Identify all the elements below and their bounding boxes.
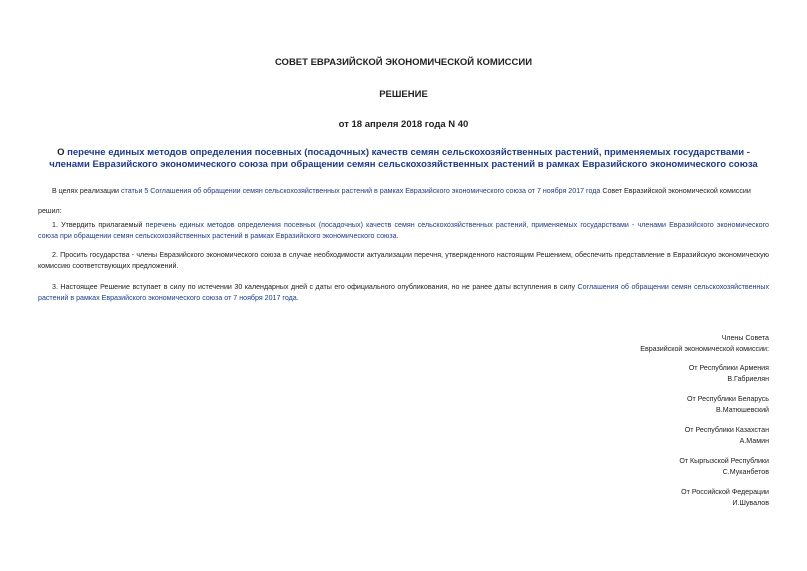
intro-paragraph xyxy=(38,186,769,197)
intro-text-before: В целях реализации xyxy=(52,187,121,195)
subject-prefix: О xyxy=(57,147,68,158)
signature-belarus xyxy=(687,394,769,416)
item-1-end: . xyxy=(396,232,399,240)
signature-kyrgyzstan xyxy=(679,456,769,478)
signature-person: В.Габриелян xyxy=(727,375,769,383)
item-1 xyxy=(38,220,769,242)
signature-country: От Республики Армения xyxy=(688,364,769,372)
signature-russia xyxy=(681,487,769,509)
item-3-text: 3. Настоящее Решение вступает в силу по истечении 30 календарных дней с даты его официального опубликования, но не ранее даты вступления в силу xyxy=(52,283,578,291)
council-line-2: Евразийской экономической комиссии: xyxy=(640,345,769,353)
signature-armenia xyxy=(689,363,769,385)
signature-council xyxy=(640,333,769,355)
item-2: 2. Просить государства - члены Евразийского экономического союза в случае необходимости актуализации перечня, утвержденного настоящим Решением, обеспечить представление в Евразийскую экономическую комиссию соответствующих предложений. xyxy=(38,251,769,270)
signature-person: А.Мамин xyxy=(739,437,769,445)
document-subject xyxy=(48,147,759,171)
item-1-list-link[interactable]: перечень единых методов определения посевных (посадочных) качеств семян сельскохозяйственных растений, применяемых государствами - членами Евразийского экономического союза при обращении семян сельскохозяйственных растений в рамках Евразийского экономического союза xyxy=(38,221,769,240)
item-3-agreement-link[interactable]: Соглашения об обращении семян сельскохозяйственных растений в рамках Евразийского экономического союза от 7 ноября 2017 года xyxy=(38,283,769,302)
intro-article-link[interactable]: статьи 5 Соглашения об обращении семян сельскохозяйственных растений в рамках Евразийского экономического союза от 7 ноября 2017 года xyxy=(121,187,601,195)
subject-link[interactable]: перечне единых методов определения посевных (посадочных) качеств семян сельскохозяйственных растений, применяемых государствами - членами Евразийского экономического союза при обращении семян сельскохозяйственных растений в рамках Евразийского экономического союза xyxy=(49,147,758,170)
council-line-1: Члены Совета xyxy=(721,334,769,342)
signature-kazakhstan xyxy=(685,425,769,447)
signature-country: От Российской Федерации xyxy=(681,488,769,496)
signature-person: В.Матюшевский xyxy=(716,406,769,414)
intro-text-after: Совет Евразийской экономической комиссии xyxy=(600,187,751,195)
signature-person: И.Шувалов xyxy=(732,499,769,507)
organization-title: СОВЕТ ЕВРАЗИЙСКОЙ ЭКОНОМИЧЕСКОЙ КОМИССИИ xyxy=(274,57,533,68)
document-type: РЕШЕНИЕ xyxy=(379,89,428,100)
signature-country: От Республики Беларусь xyxy=(686,395,769,403)
signature-country: От Республики Казахстан xyxy=(684,426,769,434)
item-1-text: 1. Утвердить прилагаемый xyxy=(52,221,146,229)
item-3-end: . xyxy=(296,294,299,302)
decided-label: решил: xyxy=(38,207,62,215)
item-3 xyxy=(38,282,769,304)
signature-person: С.Муканбетов xyxy=(722,468,769,476)
signature-country: От Кыргызской Республики xyxy=(679,457,769,465)
document-date-number: от 18 апреля 2018 года N 40 xyxy=(338,119,469,130)
